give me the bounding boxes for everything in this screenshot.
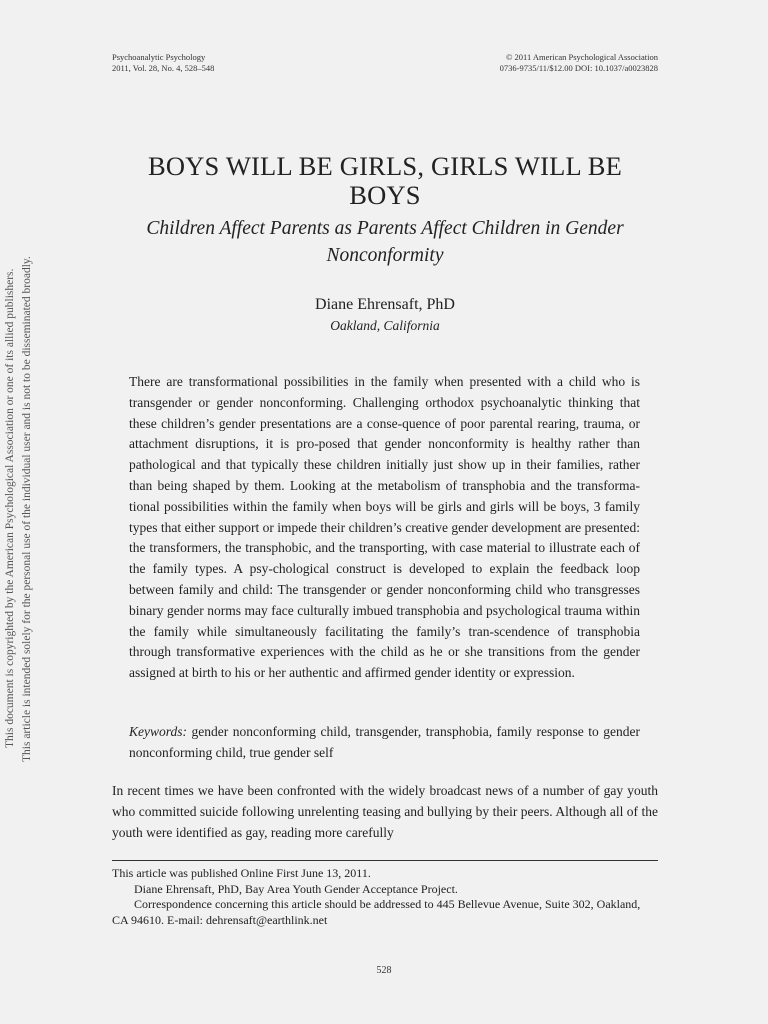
copyright-text: © 2011 American Psychological Association: [505, 52, 658, 62]
footnote-divider: [112, 860, 658, 861]
article-subtitle: Children Affect Parents as Parents Affect Children in Gender Nonconformity: [146, 218, 624, 266]
journal-header: [112, 52, 214, 73]
correspondence-note: Correspondence concerning this article should be addressed to 445 Bellevue Avenue, Suite 302, Oakland, CA 94610. E-mail: dehrensaft@earthlink.net: [112, 897, 641, 927]
copyright-notice-line-2: This article is intended solely for the personal use of the individual user and is not to be disseminated broadly.: [21, 256, 33, 762]
footnotes: [112, 866, 658, 928]
publication-note: This article was published Online First June 13, 2011.: [112, 866, 371, 880]
journal-name: Psychoanalytic Psychology: [112, 52, 206, 62]
keywords: [129, 722, 640, 764]
copyright-header: [500, 52, 658, 73]
volume-info: 2011, Vol. 28, No. 4, 528–548: [112, 62, 215, 73]
doi-text: 0736-9735/11/$12.00 DOI: 10.1037/a0023828: [499, 62, 658, 73]
article-title: BOYS WILL BE GIRLS, GIRLS WILL BE BOYS: [147, 151, 622, 210]
author-name: Diane Ehrensaft, PhD: [315, 296, 455, 313]
body-paragraph: In recent times we have been confronted with the widely broadcast news of a number of gay youth who committed suicide following unrelenting teasing and bullying by their peers. Although all of the youth were identified as gay, reading more carefully: [112, 783, 658, 840]
keywords-label: Keywords:: [129, 724, 187, 739]
keywords-list: gender nonconforming child, transgender, transphobia, family response to gender nonconforming child, true gender self: [129, 724, 640, 760]
author-affiliation: Oakland, California: [330, 318, 440, 333]
page-number: 528: [376, 965, 392, 976]
abstract: There are transformational possibilities in the family when presented with a child who is transgender or gender nonconforming. Challenging orthodox psychoanalytic thinking that these children’s gender presentations are a conse-quence of poor parental rearing, trauma, or attachment disruptions, it is pro-posed that gender nonconformity is healthy rather than pathological and that typically these children initially just show up in their families, rather than being shaped by them. Looking at the metabolism of transphobia and the transforma-tional possibilities within the family when boys will be girls and girls will be boys, 3 family types that either support or impede their children’s creative gender development are presented: the transformers, the transphobic, and the transporting, with case material to illustrate each of the family types. A psy-chological construct is developed to explain the feedback loop between family and child: The transgender or gender nonconforming child who transgresses binary gender norms may face culturally imbued transphobia and psychological trauma within the family while simultaneously facilitating the family’s tran-scendence of transphobia through transformative experiences with the child as he or she transitions from the gender assigned at birth to his or her authentic and affirmed gender identity or expression.: [129, 374, 640, 681]
copyright-notice-line-1: This document is copyrighted by the American Psychological Association or one of its allied publishers.: [4, 268, 16, 748]
author-note: Diane Ehrensaft, PhD, Bay Area Youth Gender Acceptance Project.: [134, 881, 458, 896]
